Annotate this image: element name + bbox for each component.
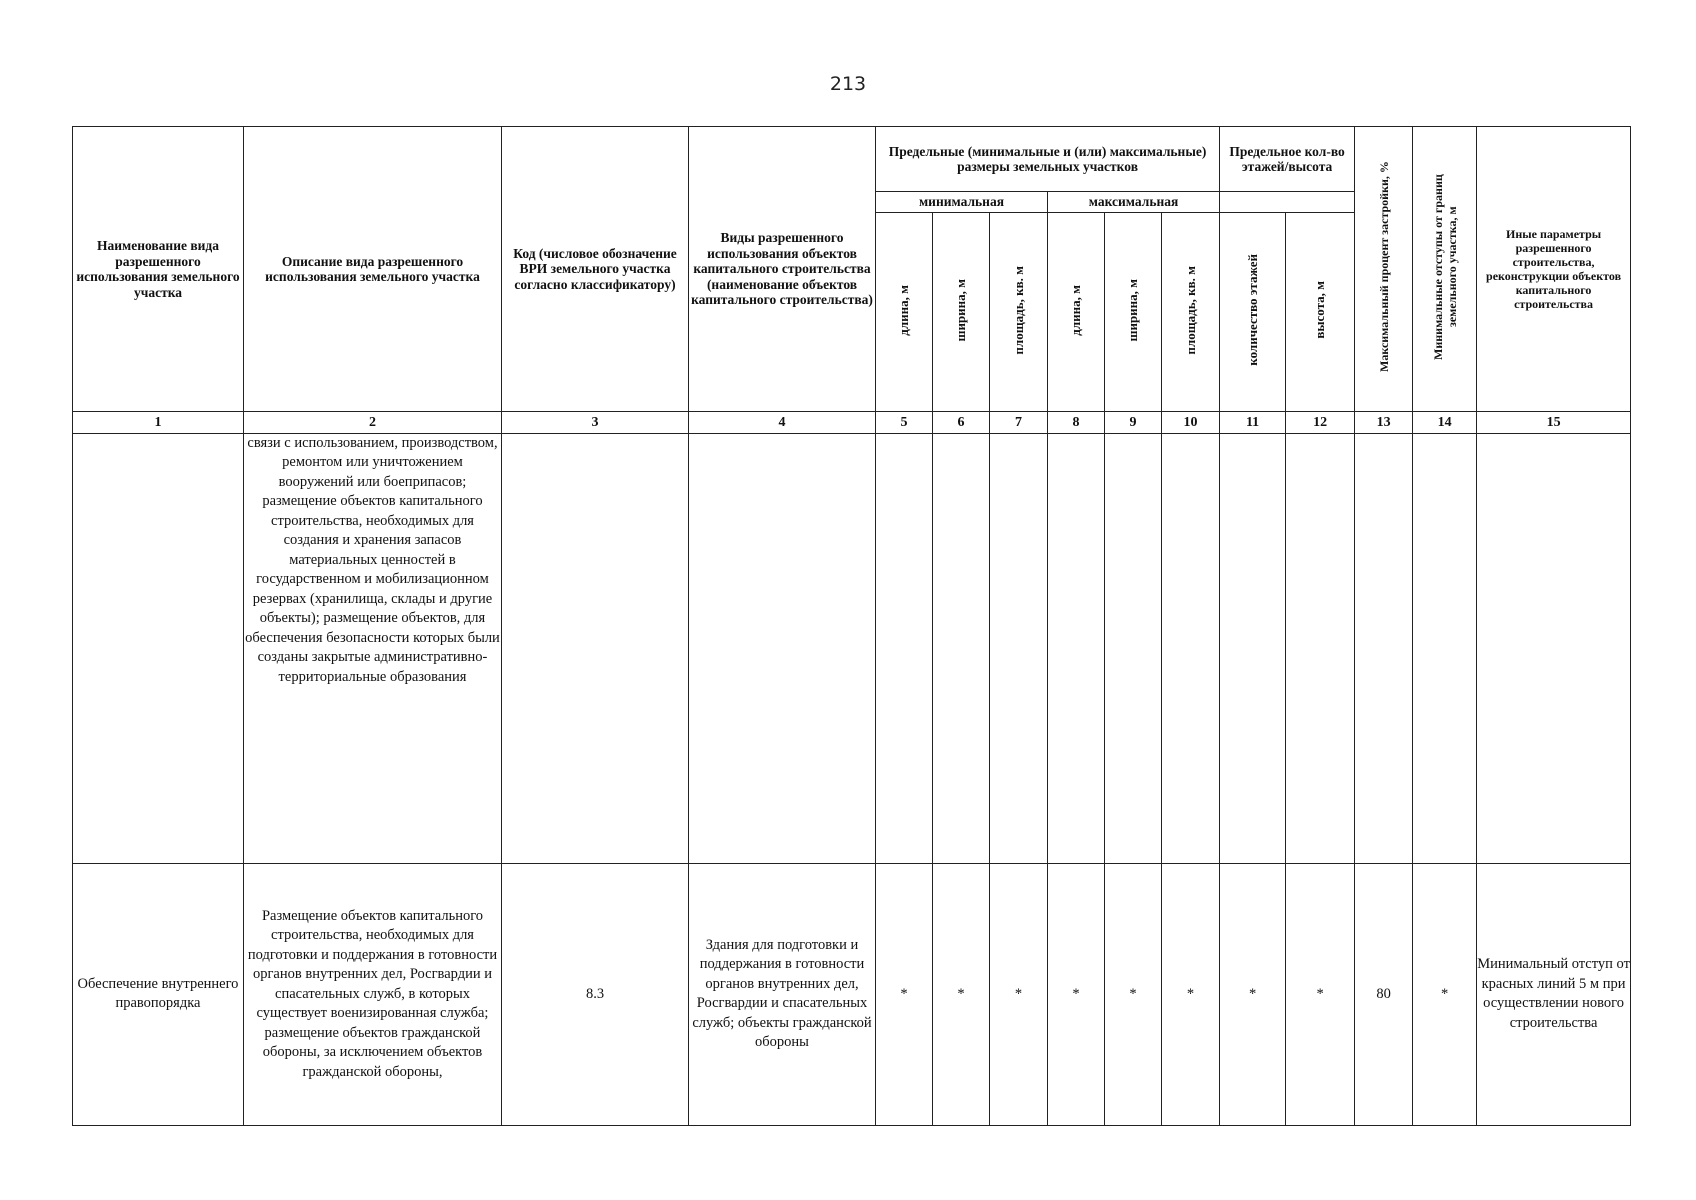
cell-description: Размещение объектов капитального строительства, необходимых для подготовки и поддержания в готовности органов внутренних дел, Росгвардии и спасательных служб, в которых существует военизированная служба; размещение объектов гражданской обороны, за исключением объектов гражданской обороны, — [244, 863, 502, 1125]
header-objects: Виды разрешенного использования объектов капитального строительства (наименование объектов капитального строительства) — [689, 127, 876, 412]
column-number: 11 — [1220, 412, 1286, 433]
header-floors-count: количество этажей — [1220, 212, 1286, 412]
header-min-length: длина, м — [876, 212, 933, 412]
cell-objects — [689, 433, 876, 863]
cell-other: Минимальный отступ от красных линий 5 м при осуществлении нового строительства — [1477, 863, 1631, 1125]
header-description: Описание вида разрешенного использования земельного участка — [244, 127, 502, 412]
cell-code: 8.3 — [502, 863, 689, 1125]
cell-min-length: * — [876, 863, 933, 1125]
column-number: 7 — [990, 412, 1048, 433]
cell-name: Обеспечение внутреннего правопорядка — [73, 863, 244, 1125]
cell-min-offset — [1413, 433, 1477, 863]
column-number: 2 — [244, 412, 502, 433]
page-number: 213 — [829, 73, 867, 95]
column-number: 8 — [1048, 412, 1105, 433]
cell-min-length — [876, 433, 933, 863]
cell-min-width: * — [933, 863, 990, 1125]
cell-name — [73, 433, 244, 863]
cell-max-width — [1105, 433, 1162, 863]
header-max-width: ширина, м — [1105, 212, 1162, 412]
cell-max-length: * — [1048, 863, 1105, 1125]
cell-code — [502, 433, 689, 863]
cell-max-area: * — [1162, 863, 1220, 1125]
column-number: 9 — [1105, 412, 1162, 433]
header-name: Наименование вида разрешенного использования земельного участка — [73, 127, 244, 412]
header-min-offsets: Минимальные отступы от границ земельного участка, м — [1413, 127, 1477, 412]
cell-min-offset: * — [1413, 863, 1477, 1125]
column-number: 6 — [933, 412, 990, 433]
cell-max-length — [1048, 433, 1105, 863]
cell-max-percent: 80 — [1355, 863, 1413, 1125]
column-number: 12 — [1286, 412, 1355, 433]
header-plot-sizes: Предельные (минимальные и (или) максимальные) размеры земельных участков — [876, 127, 1220, 192]
header-maximal: максимальная — [1048, 192, 1220, 212]
column-number: 4 — [689, 412, 876, 433]
header-minimal: минимальная — [876, 192, 1048, 212]
header-other-params: Иные параметры разрешенного строительства, реконструкции объектов капитального строительства — [1477, 127, 1631, 412]
column-number: 1 — [73, 412, 244, 433]
cell-height: * — [1286, 863, 1355, 1125]
cell-max-area — [1162, 433, 1220, 863]
column-number: 5 — [876, 412, 933, 433]
cell-min-area: * — [990, 863, 1048, 1125]
column-number: 13 — [1355, 412, 1413, 433]
cell-min-width — [933, 433, 990, 863]
cell-description: связи с использованием, производством, ремонтом или уничтожением вооружений или боеприпасов; размещение объектов капитального строительства, необходимых для создания и хранения запасов материальных ценностей в государственном и мобилизационном резервах (хранилища, склады и другие объекты); размещение объектов, для обеспечения безопасности которых были созданы закрытые административно-территориальные образования — [244, 433, 502, 863]
header-floors-group: Предельное кол-во этажей/высота — [1220, 127, 1355, 192]
header-height: высота, м — [1286, 212, 1355, 412]
header-min-area: площадь, кв. м — [990, 212, 1048, 412]
header-max-length: длина, м — [1048, 212, 1105, 412]
column-number: 10 — [1162, 412, 1220, 433]
header-max-area: площадь, кв. м — [1162, 212, 1220, 412]
table-row — [73, 863, 1631, 1125]
column-number: 14 — [1413, 412, 1477, 433]
cell-floors: * — [1220, 863, 1286, 1125]
land-use-table — [72, 126, 1631, 1126]
cell-other — [1477, 433, 1631, 863]
header-code: Код (числовое обозначение ВРИ земельного участка согласно классификатору) — [502, 127, 689, 412]
cell-height — [1286, 433, 1355, 863]
cell-max-percent — [1355, 433, 1413, 863]
header-min-width: ширина, м — [933, 212, 990, 412]
header-max-percent: Максимальный процент застройки, % — [1355, 127, 1413, 412]
column-number: 15 — [1477, 412, 1631, 433]
table-row — [73, 433, 1631, 863]
column-number: 3 — [502, 412, 689, 433]
cell-floors — [1220, 433, 1286, 863]
cell-min-area — [990, 433, 1048, 863]
cell-max-width: * — [1105, 863, 1162, 1125]
cell-objects: Здания для подготовки и поддержания в готовности органов внутренних дел, Росгвардии и спасательных служб; объекты гражданской обороны — [689, 863, 876, 1125]
